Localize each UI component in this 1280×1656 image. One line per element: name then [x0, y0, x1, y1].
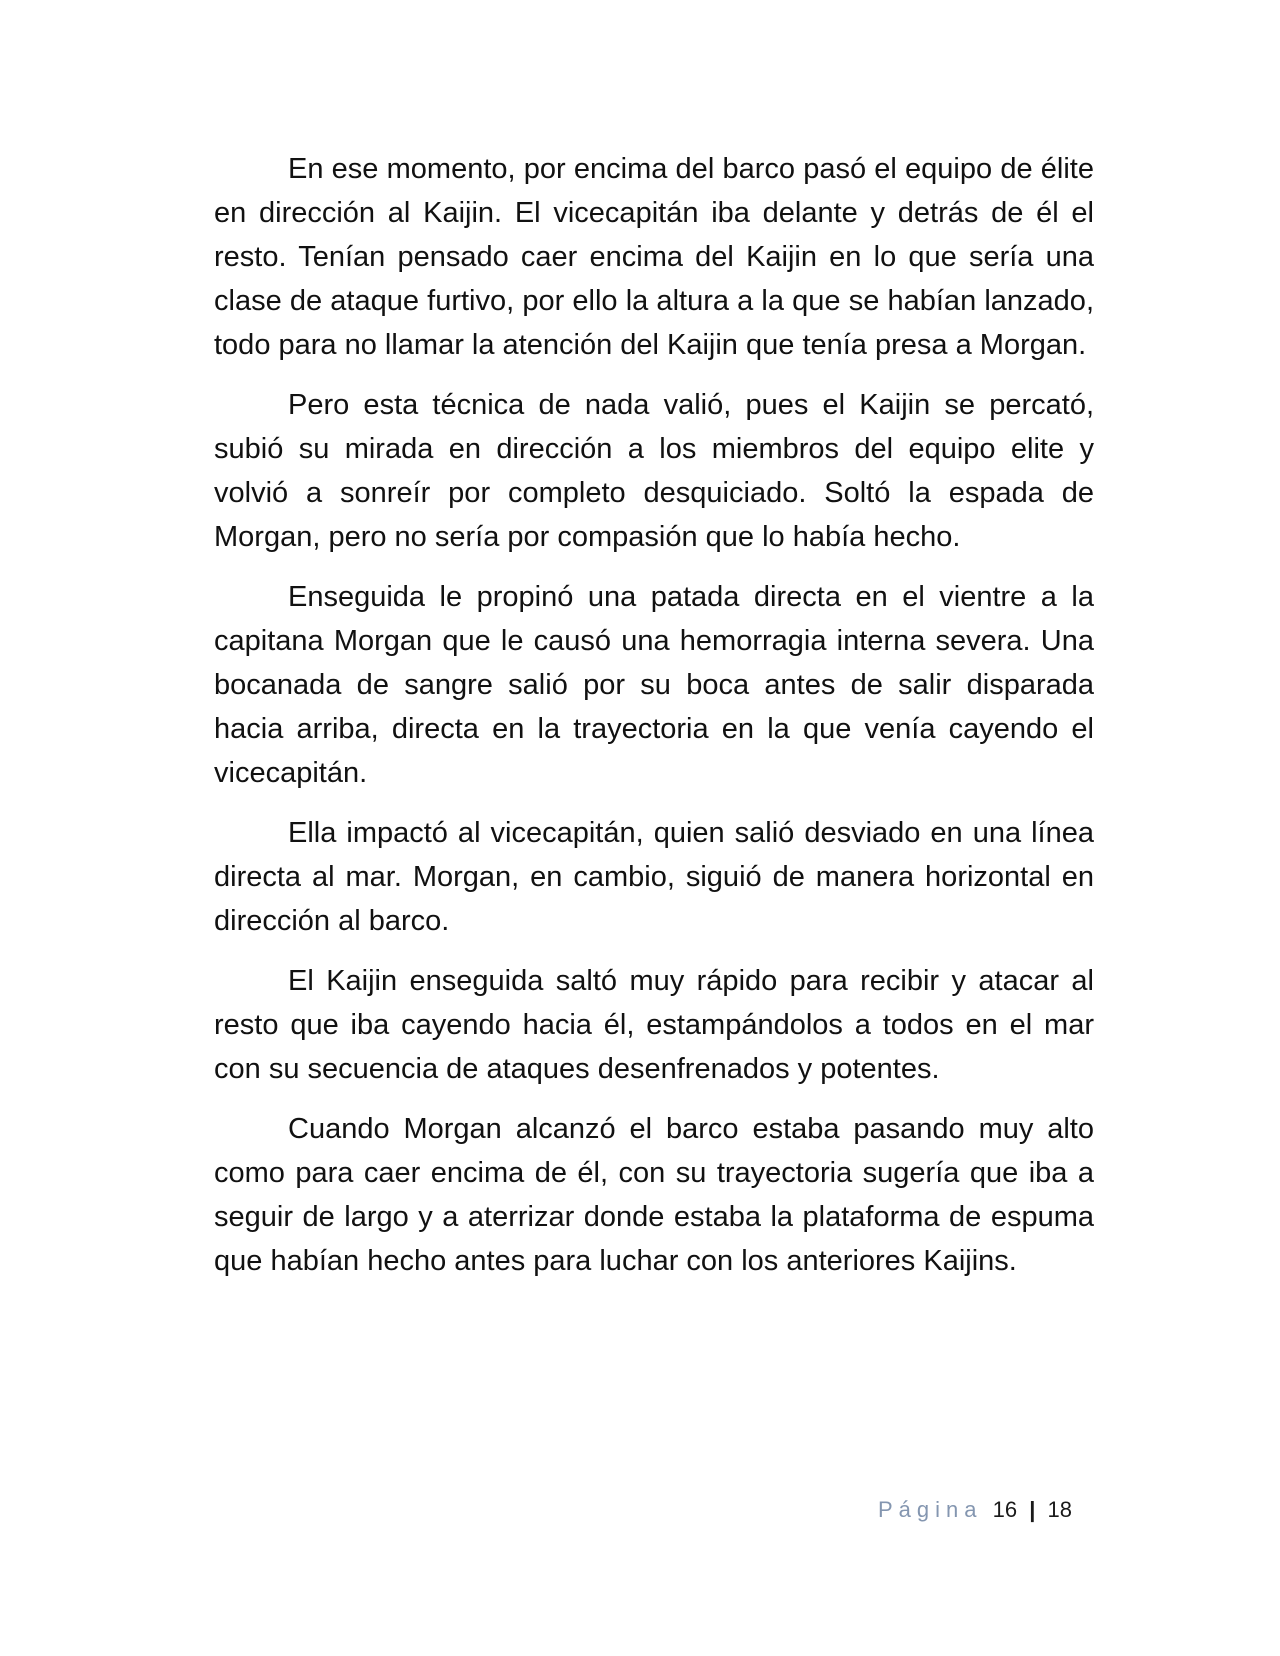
current-page-number: 16	[992, 1497, 1018, 1522]
paragraph-5: El Kaijin enseguida saltó muy rápido para recibir y atacar al resto que iba cayendo hacia él, estampándolos a todos en el mar con su secuencia de ataques desenfrenados y potentes.	[214, 965, 1094, 1085]
paragraph-6: Cuando Morgan alcanzó el barco estaba pasando muy alto como para caer encima de él, con su trayectoria sugería que iba a seguir de largo y a aterrizar donde estaba la plataforma de espuma que habían hecho antes para luchar con los anteriores Kaijins.	[214, 1113, 1094, 1277]
page-footer	[878, 1496, 1072, 1524]
paragraph-4: Ella impactó al vicecapitán, quien salió desviado en una línea directa al mar. Morgan, en cambio, siguió de manera horizontal en dirección al barco.	[214, 817, 1094, 937]
page-separator: |	[1029, 1497, 1036, 1522]
total-page-number: 18	[1047, 1497, 1072, 1522]
paragraph-1: En ese momento, por encima del barco pasó el equipo de élite en dirección al Kaijin. El vicecapitán iba delante y detrás de él el resto. Tenían pensado caer encima del Kaijin en lo que sería una clase de ataque furtivo, por ello la altura a la que se habían lanzado, todo para no llamar la atención del Kaijin que tenía presa a Morgan.	[214, 153, 1094, 361]
paragraph-3: Enseguida le propinó una patada directa en el vientre a la capitana Morgan que le causó una hemorragia interna severa. Una bocanada de sangre salió por su boca antes de salir disparada hacia arriba, directa en la trayectoria en la que venía cayendo el vicecapitán.	[214, 581, 1094, 789]
paragraph-2: Pero esta técnica de nada valió, pues el Kaijin se percató, subió su mirada en dirección a los miembros del equipo elite y volvió a sonreír por completo desquiciado. Soltó la espada de Morgan, pero no sería por compasión que lo había hecho.	[214, 389, 1094, 553]
page-label: Página	[877, 1497, 983, 1522]
body-text	[214, 147, 1094, 1299]
